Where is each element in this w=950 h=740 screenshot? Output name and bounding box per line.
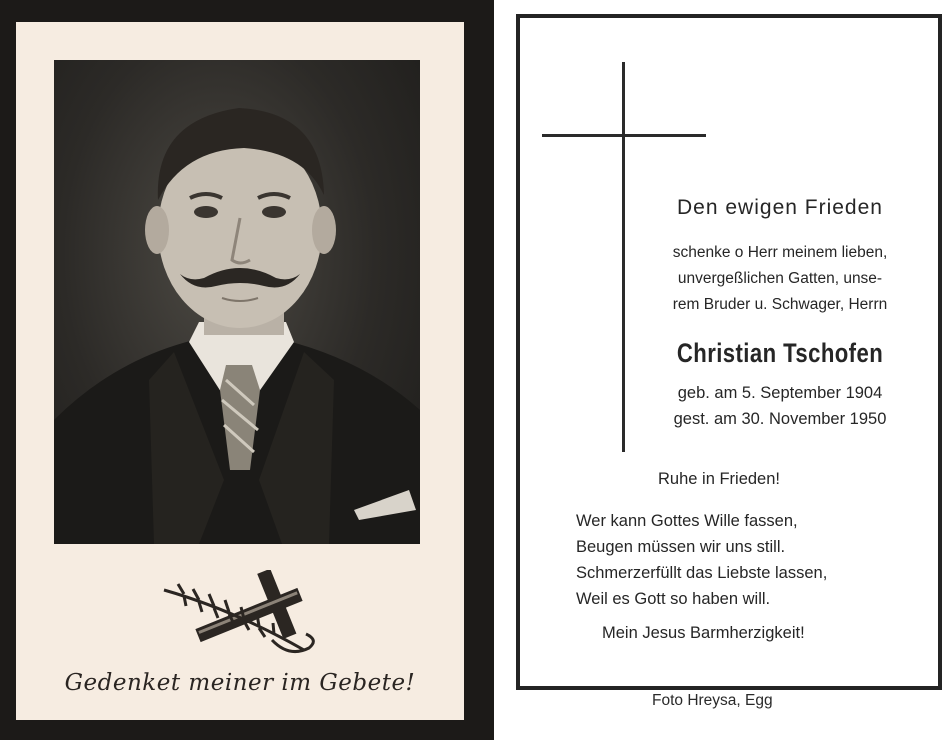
deceased-name: Christian Tschofen: [676, 338, 884, 368]
closing-prayer: Mein Jesus Barmherzigkeit!: [602, 624, 805, 642]
rest-in-peace: Ruhe in Frieden!: [658, 470, 780, 488]
dedication-line: unvergeßlichen Gatten, unse-: [677, 270, 883, 287]
prayer-line: Gedenket meiner im Gebete!: [64, 670, 416, 696]
card-gap: [494, 0, 516, 740]
latin-cross-arm: [542, 134, 706, 137]
card-paper: [16, 22, 464, 720]
cross-with-palm-branch-icon: [154, 570, 334, 660]
poem-line: Wer kann Gottes Wille fassen,: [576, 512, 798, 530]
poem-line: Schmerzerfüllt das Liebste lassen,: [576, 564, 828, 582]
dedication-line: schenke o Herr meinem lieben,: [672, 244, 888, 261]
poem-line: Weil es Gott so haben will.: [576, 590, 771, 608]
memorial-card-back: [516, 14, 942, 690]
birth-date: geb. am 5. September 1904: [677, 384, 883, 402]
portrait-photo: [54, 60, 420, 544]
card-title: Den ewigen Frieden: [677, 196, 883, 219]
death-date: gest. am 30. November 1950: [673, 410, 887, 428]
photo-credit: Foto Hreysa, Egg: [652, 692, 773, 709]
poem-line: Beugen müssen wir uns still.: [576, 538, 786, 556]
dedication-line: rem Bruder u. Schwager, Herrn: [672, 296, 888, 313]
